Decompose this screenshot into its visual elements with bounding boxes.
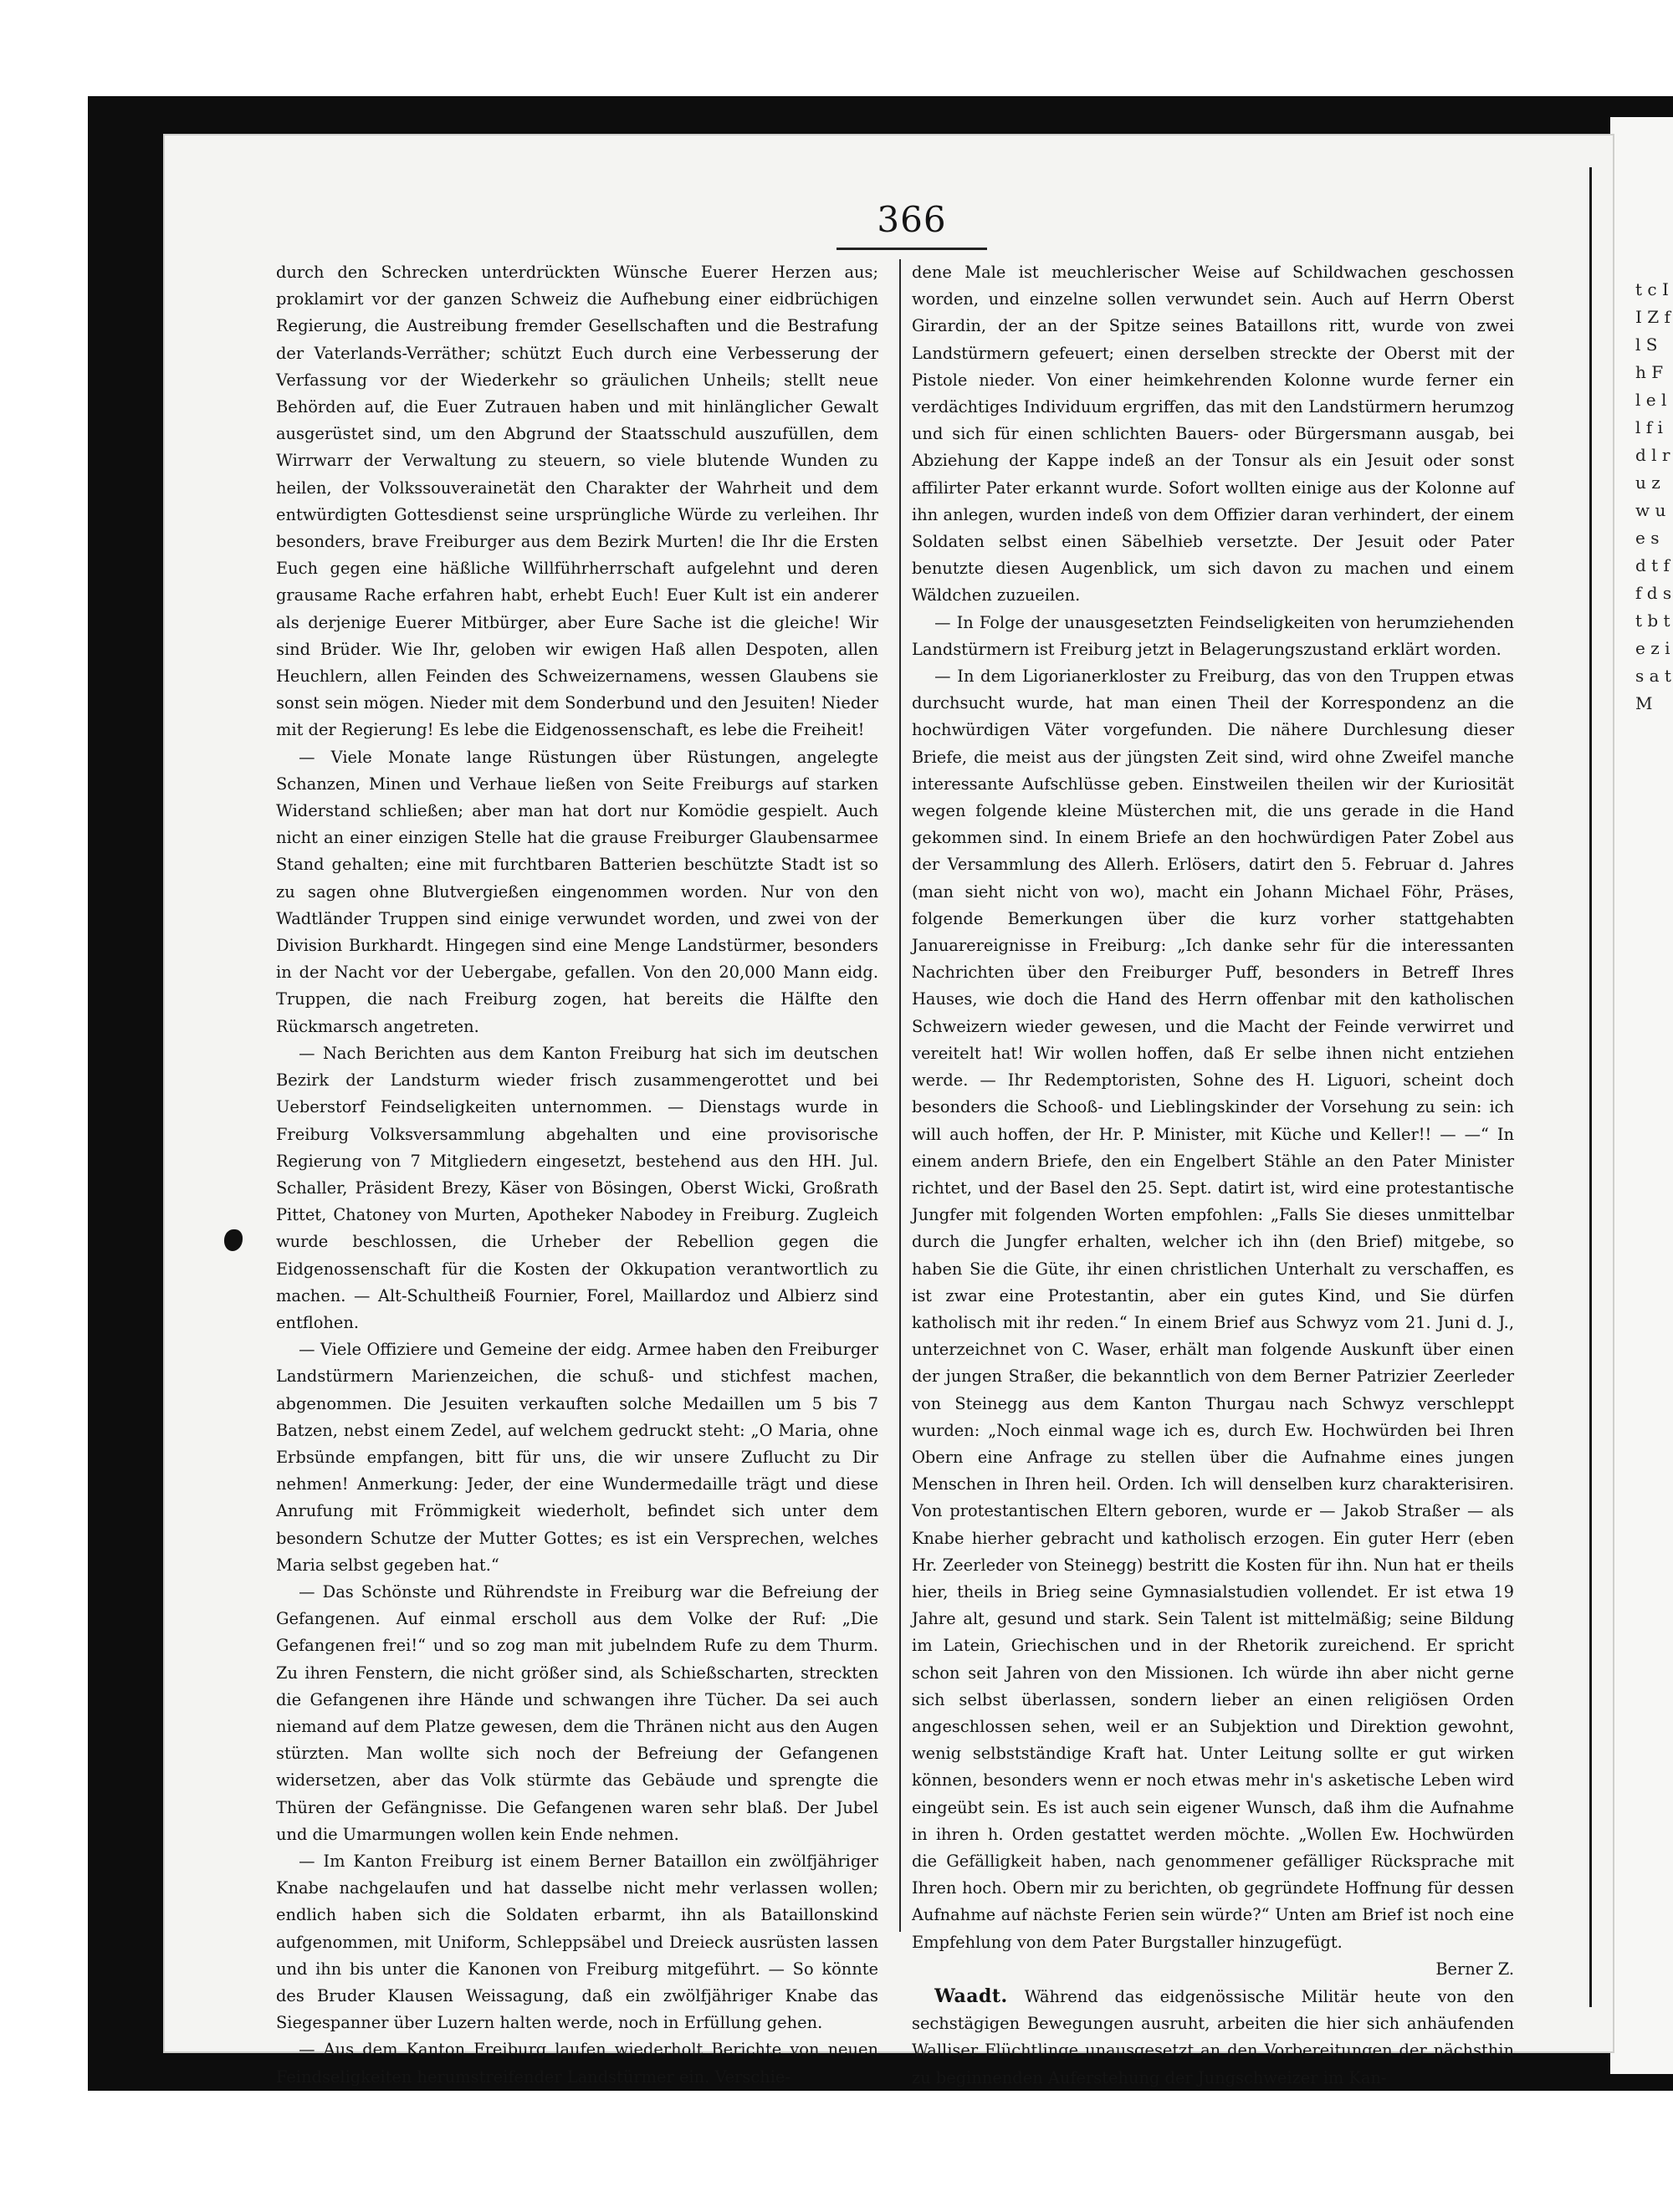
next-page-text-fragment: t c I I Z f l S h F l e l l f i d l r u z w u e s d t f f d s t b t e z i s a t M <box>1635 279 1672 713</box>
waadt-section <box>912 1983 1514 2092</box>
left-paragraph-2: — Viele Monate lange Rüstungen über Rüstungen, angelegte Schanzen, Minen und Verhaue ließen von Seite Freiburgs auf starken Widerstand schließen; aber man hat dort nur Komödie gespielt. Auch nicht an einer einzigen Stelle hat die grause Freiburger Glaubensarmee Stand gehalten; eine mit furchtbaren Batterien beschützte Stadt ist so zu sagen ohne Blutvergießen eingenommen worden. Nur von den Wadtländer Truppen sind einige verwundet worden, und zwei von der Division Burkhardt. Hingegen sind eine Menge Landstürmer, besonders in der Nacht vor der Uebergabe, gefallen. Von den 20,000 Mann eidg. Truppen, die nach Freiburg zogen, hat bereits die Hälfte den Rückmarsch angetreten. <box>276 747 878 1036</box>
left-paragraph-5: — Das Schönste und Rührendste in Freiburg war die Befreiung der Gefangenen. Auf einmal erscholl aus dem Volke der Ruf: „Die Gefangenen frei!“ und so zog man mit jubelndem Rufe zu dem Thurm. Zu ihren Fenstern, die nicht größer sind, als Schießscharten, streckten die Gefangenen ihre Hände und schwangen ihre Tücher. Da sei auch niemand auf dem Platze gewesen, dem die Thränen nicht aus den Augen stürzten. Man wollte sich noch der Befreiung der Gefangenen widersetzen, aber das Volk stürmte das Gebäude und sprengte die Thüren der Gefängnisse. Die Gefangenen waren sehr blaß. Der Jubel und die Umarmungen wollen kein Ende nehmen. <box>276 1581 878 1844</box>
page-number: 366 <box>877 199 947 240</box>
column-divider <box>899 259 901 1932</box>
right-paragraph-3: — In dem Ligorianerkloster zu Freiburg, das von den Truppen etwas durchsucht wurde, hat man einen Theil der Korrespondenz an die hochwürdigen Väter vorgefunden. Die nähere Durchlesung dieser Briefe, die meist aus der jüngsten Zeit sind, wird ohne Zweifel manche interessante Aufschlüsse geben. Einstweilen theilen wir der Kuriosität wegen folgende kleine Müsterchen mit, die uns gerade in die Hand gekommen sind. In einem Briefe an den hochwürdigen Pater Zobel aus der Versammlung des Allerh. Erlösers, datirt den 5. Februar d. Jahres (man sieht nicht von wo), macht ein Johann Michael Föhr, Präses, folgende Bemerkungen über die kurz vorher stattgehabten Januarereignisse in Freiburg: „Ich danke sehr für die interessanten Nachrichten über den Freiburger Puff, besonders in Betreff Ihres Hauses, wie doch die Hand des Herrn offenbar mit den katholischen Schweizern wieder gewesen, und die Macht der Feinde verwirret und vereitelt hat! Wir wollen hoffen, daß Er selbe ihnen nicht entziehen werde. — Ihr Redemptoristen, Sohne des H. Liguori, scheint doch besonders die Schooß- und Lieblingskinder der Vorsehung zu sein: ich will auch hoffen, der Hr. P. Minister, mit Küche und Keller!! — —“ In einem andern Briefe, den ein Engelbert Stähle an den Pater Minister richtet, und der Basel den 25. Sept. datirt ist, wird eine protestantische Jungfer mit folgenden Worten empfohlen: „Falls Sie dieses unmittelbar durch die Jungfer erhalten, welcher ich ihn (den Brief) mitgebe, so haben Sie die Güte, ihr einen christlichen Unterhalt zu verschaffen, es ist zwar eine Protestantin, aber ein gutes Kind, und Sie dürfen katholisch mit ihr reden.“ In einem Brief aus Schwyz vom 21. Juni d. J., unterzeichnet von C. Waser, erhält man folgende Auskunft über einen der jungen Straßer, die bekanntlich von dem Berner Patrizier Zeerleder von Steinegg aus dem Kanton Thurgau nach Schwyz verschleppt wurden: „Noch einmal wage ich es, durch Ew. Hochwürden bei Ihren Obern eine Anfrage zu stellen über die Aufnahme eines jungen Menschen in Ihren heil. Orden. Ich will denselben kurz charakterisiren. Von protestantischen Eltern geboren, wurde er — Jakob Straßer — als Knabe hierher gebracht und katholisch erzogen. Ein guter Herr (eben Hr. Zeerleder von Steinegg) bestritt die Kosten für ihn. Nun hat er theils hier, theils in Brieg seine Gymnasialstudien vollendet. Er ist etwa 19 Jahre alt, gesund und stark. Sein Talent ist mittelmäßig; seine Bildung im Latein, Griechischen und in der Rhetorik zureichend. Er spricht schon seit Jahren von den Missionen. Ich würde ihn aber nicht gerne sich selbst überlassen, sondern lieber an einen religiösen Orden angeschlossen sehen, weil er an Subjektion und Direktion gewohnt, wenig selbstständige Kraft hat. Unter Leitung sollte er gut wirken können, besonders wenn er noch etwas mehr in's asketische Leben wird eingeübt sein. Es ist auch sein eigener Wunsch, daß ihm die Aufnahme in ihren h. Orden gestattet werden möchte. „Wollen Ew. Hochwürden die Gefälligkeit haben, nach genommener gefälliger Rücksprache mit Ihren hoch. Obern mir zu berichten, ob gegründete Hoffnung für dessen Aufnahme auf nächste Ferien sein würde?“ Unten am Brief ist noch eine Empfehlung von dem Pater Burgstaller hinzugefügt. <box>912 667 1514 1952</box>
page-number-rule <box>836 248 987 250</box>
right-paragraph-1: dene Male ist meuchlerischer Weise auf Schildwachen geschossen worden, und einzelne sollen verwundet sein. Auch auf Herrn Oberst Girardin, der an der Spitze seines Bataillons ritt, wurde von zwei Landstürmern gefeuert; einen derselben streckte der Oberst mit der Pistole nieder. Von einer heimkehrenden Kolonne wurde ferner ein verdächtiges Individuum ergriffen, das mit den Landstürmern herumzog und sich für einen schlichten Bauers- oder Bürgersmann ausgab, bei Abziehung der Kappe indeß an der Tonsur als ein Jesuit oder sonst affilirter Pater erkannt wurde. Sofort wollten einige aus der Kolonne auf ihn anlegen, wurden indeß von dem Offizier daran verhindert, der einem Soldaten selbst einen Säbelhieb versetzte. Der Jesuit oder Pater benutzte diesen Augenblick, um sich davon zu machen und einem Wäldchen zuzueilen. <box>912 263 1514 605</box>
section-lead-waadt: Waadt. <box>934 1985 1008 2007</box>
left-paragraph-4: — Viele Offiziere und Gemeine der eidg. Armee haben den Freiburger Landstürmern Marienzeichen, die schuß- und stichfest machen, abgenommen. Die Jesuiten verkauften solche Medaillen um 5 bis 7 Batzen, nebst einem Zedel, auf welchem gedruckt steht: „O Maria, ohne Erbsünde empfangen, bitt für uns, die wir unsere Zuflucht zu Dir nehmen! Anmerkung: Jeder, der eine Wundermedaille trägt und diese Anrufung mit Frömmigkeit wiederholt, befindet sich unter dem besondern Schutze der Mutter Gottes; es ist ein Versprechen, welches Maria selbst gegeben hat.“ <box>276 1340 878 1575</box>
left-paragraph-6: — Im Kanton Freiburg ist einem Berner Bataillon ein zwölfjähriger Knabe nachgelaufen und hat dasselbe nicht mehr verlassen wollen; endlich haben sich die Soldaten erbarmt, ihn als Bataillonskind aufgenommen, mit Uniform, Schleppsäbel und Dreieck ausrüsten lassen und ihn bis unter die Kanonen von Freiburg mitgeführt. — So könnte des Bruder Klausen Weissagung, daß ein zwölfjähriger Knabe das Siegespanner über Luzern halten werde, noch in Erfüllung gehen. <box>276 1851 878 2033</box>
waadt-section-text: Während das eidgenössische Militär heute von den sechstägigen Bewegungen ausruht, arbeiten die hier sich anhäufenden Walliser Flüchtlinge unausgesetzt an den Vorbereitungen der nächsthin zu beginnenden Auferstehung der Jungschweizer im Kan- <box>912 1987 1514 2087</box>
left-column <box>276 259 878 2087</box>
right-column <box>912 259 1514 2087</box>
left-paragraph-1: durch den Schrecken unterdrückten Wünsche Euerer Herzen aus; proklamirt vor der ganzen Schweiz die Aufhebung einer eidbrüchigen Regierung, die Austreibung fremder Gesellschaften und die Bestrafung der Vaterlands-Verräther; schützt Euch durch eine Verbesserung der Verfassung vor der Wiederkehr so gräulichen Unheils; stellt neue Behörden auf, die Euer Zutrauen haben und mit hinlänglicher Gewalt ausgerüstet sind, um den Abgrund der Staatsschuld auszufüllen, dem Wirrwarr der Verwaltung zu steuern, so viele blutende Wunden zu heilen, der Volkssouverainetät den Charakter der Wahrheit und dem entwürdigten Gottesdienst seine ursprüngliche Würde zu verleihen. Ihr besonders, brave Freiburger aus dem Bezirk Murten! die Ihr die Ersten Euch gegen eine häßliche Willführherrschaft aufgelehnt und deren grausame Rache erfahren habt, erhebt Euch! Euer Kult ist ein anderer als derjenige Euerer Mitbürger, aber Eure Sache ist die gleiche! Wir sind Brüder. Wie Ihr, geloben wir ewigen Haß allen Despoten, allen Heuchlern, allen Feinden des Schweizernamens, wessen Glaubens sie sonst sein mögen. Nieder mit dem Sonderbund und den Jesuiten! Nieder mit der Regierung! Es lebe die Eidgenossenschaft, es lebe die Freiheit! <box>276 263 878 740</box>
article-signature: Berner Z. <box>1435 1959 1514 1979</box>
page-edge-rule <box>1589 167 1592 2007</box>
left-paragraph-3: — Nach Berichten aus dem Kanton Freiburg hat sich im deutschen Bezirk der Landsturm wieder frisch zusammengerottet und bei Ueberstorf Feindseligkeiten unternommen. — Dienstags wurde in Freiburg Volksversammlung abgehalten und eine provisorische Regierung von 7 Mitgliedern eingesetzt, bestehend aus den HH. Jul. Schaller, Präsident Brezy, Käser von Bösingen, Oberst Wicki, Großrath Pittet, Chatoney von Murten, Apotheker Nabodey in Freiburg. Zugleich wurde beschlossen, die Urheber der Rebellion gegen die Eidgenossenschaft für die Kosten der Okkupation verantwortlich zu machen. — Alt-Schultheiß Fournier, Forel, Maillardoz und Albierz sind entflohen. <box>276 1043 878 1332</box>
left-paragraph-7: — Aus dem Kanton Freiburg laufen wiederholt Berichte von neuen Feindseligkeiten herumstreifender Landstürmer ein. Verschie- <box>276 2040 878 2087</box>
right-paragraph-2: — In Folge der unausgesetzten Feindseligkeiten von herumziehenden Landstürmern ist Freiburg jetzt in Belagerungszustand erklärt worden. <box>912 612 1514 659</box>
